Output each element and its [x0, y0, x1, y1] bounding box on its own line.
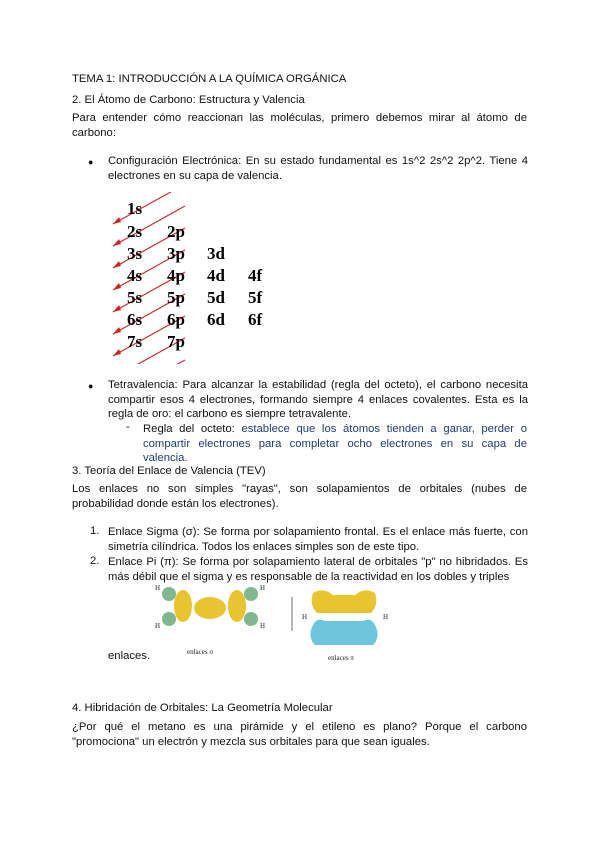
sigma-h-orbital [244, 612, 258, 626]
list-item-pi-continuation: enlaces. [108, 650, 151, 662]
pi-caption: enlaces π [328, 654, 354, 662]
bullet-electron-configuration [108, 154, 528, 183]
aufbau-diagram [105, 192, 305, 364]
list-number: 1. [90, 525, 100, 537]
document-title: TEMA 1: INTRODUCCIÓN A LA QUÍMICA ORGÁNICA [72, 73, 347, 85]
orbital-label: 4d [207, 266, 225, 285]
atom-label: H [383, 613, 389, 621]
list-item-sigma: Enlace Sigma (σ): Se forma por solapamiento frontal. Es el enlace más fuerte, con simetría cilíndrica. Todos los enlaces simples son de este tipo. [108, 526, 528, 553]
section-2-heading: 2. El Átomo de Carbono: Estructura y Valencia [72, 94, 305, 106]
section-3-heading: 3. Teoría del Enlace de Valencia (TEV) [72, 465, 266, 477]
bullet-icon: ● [88, 381, 94, 391]
dash-icon: - [126, 421, 130, 433]
orbital-label: 3s [127, 244, 143, 263]
orbital-label: 5s [127, 288, 143, 307]
sigma-lobe [228, 590, 246, 622]
pi-bond-diagram [292, 590, 388, 662]
diagonal-arrow [113, 360, 185, 364]
orbital-figure [145, 583, 400, 668]
arrow-head-icon [113, 239, 121, 246]
arrow-head-icon [113, 349, 121, 356]
orbital-label: 5f [248, 288, 263, 307]
bullet-label: Configuración Electrónica: [108, 155, 242, 167]
sigma-lobe [194, 597, 226, 619]
pi-lower-lobe [310, 620, 377, 645]
orbital-label: 2p [167, 222, 185, 241]
sigma-caption: enlaces σ [187, 648, 214, 656]
arrow-head-icon [113, 261, 121, 268]
orbital-label: 4s [127, 266, 143, 285]
sigma-lobe [174, 590, 192, 622]
atom-label: H [260, 622, 266, 630]
orbital-label: 6d [207, 310, 225, 329]
orbital-label: 5d [207, 288, 225, 307]
pi-upper-lobe [312, 590, 377, 613]
subbullet-label: Regla del octeto: [143, 423, 235, 435]
section-4-intro: ¿Por qué el metano es una pirámide y el etileno es plano? Porque el carbono "promociona" un electrón y mezcla sus orbitales para que sean iguales. [72, 721, 527, 748]
bullet-label: Tetravalencia: [108, 379, 178, 391]
subbullet-text: establece que los átomos tienden a ganar, perder o compartir electrones para completar ocho electrones en su capa de valencia. [143, 423, 527, 464]
section-3-intro: Los enlaces no son simples "rayas", son solapamientos de orbitales (nubes de probabilidad donde están los electrones). [72, 483, 527, 510]
atom-label: H [155, 622, 161, 630]
diagonal-arrow [113, 192, 185, 224]
orbital-label: 7s [127, 332, 143, 351]
bullet-tetravalence [108, 378, 528, 422]
bullet-text: En su estado fundamental es 1s^2 2s^2 2p^2. Tiene 4 electrones en su capa de valencia. [108, 155, 528, 182]
section-4-heading: 4. Hibridación de Orbitales: La Geometría Molecular [72, 702, 333, 714]
sigma-h-orbital [244, 587, 258, 601]
arrow-head-icon [113, 217, 121, 224]
orbital-label: 5p [167, 288, 185, 307]
orbital-label: 3d [207, 244, 225, 263]
list-item-pi: Enlace Pi (π): Se forma por solapamiento lateral de orbitales "p" no hibridados. Es más débil que el sigma y es responsable de la reactividad en los dobles y triples [108, 556, 528, 583]
orbital-label: 3p [167, 244, 185, 263]
orbital-label: 7p [167, 332, 185, 351]
atom-label: H [260, 584, 266, 592]
atom-label: H [302, 613, 308, 621]
sigma-bond-diagram [155, 584, 265, 656]
sigma-h-orbital [162, 587, 176, 601]
arrow-head-icon [113, 327, 121, 334]
orbital-label: 4p [167, 266, 185, 285]
bullet-icon: ● [88, 157, 94, 167]
orbital-label: 2s [127, 222, 143, 241]
orbital-label: 6f [248, 310, 263, 329]
sigma-h-orbital [162, 612, 176, 626]
orbital-label: 4f [248, 266, 263, 285]
atom-label: H [155, 584, 161, 592]
list-number: 2. [90, 555, 100, 567]
section-2-intro: Para entender cómo reaccionan las moléculas, primero debemos mirar al átomo de carbono: [72, 112, 527, 139]
orbital-label: 1s [127, 199, 143, 218]
arrow-head-icon [113, 305, 121, 312]
subbullet-octet-rule [143, 422, 527, 466]
arrow-head-icon [113, 283, 121, 290]
bullet-text: Para alcanzar la estabilidad (regla del octeto), el carbono necesita compartir esos 4 electrones, formando siempre 4 enlaces covalentes. Esta es la regla de oro: el carbono es siempre tetravalente. [108, 379, 528, 420]
orbital-label: 6s [127, 310, 143, 329]
aufbau-labels [127, 199, 263, 351]
orbital-label: 6p [167, 310, 185, 329]
